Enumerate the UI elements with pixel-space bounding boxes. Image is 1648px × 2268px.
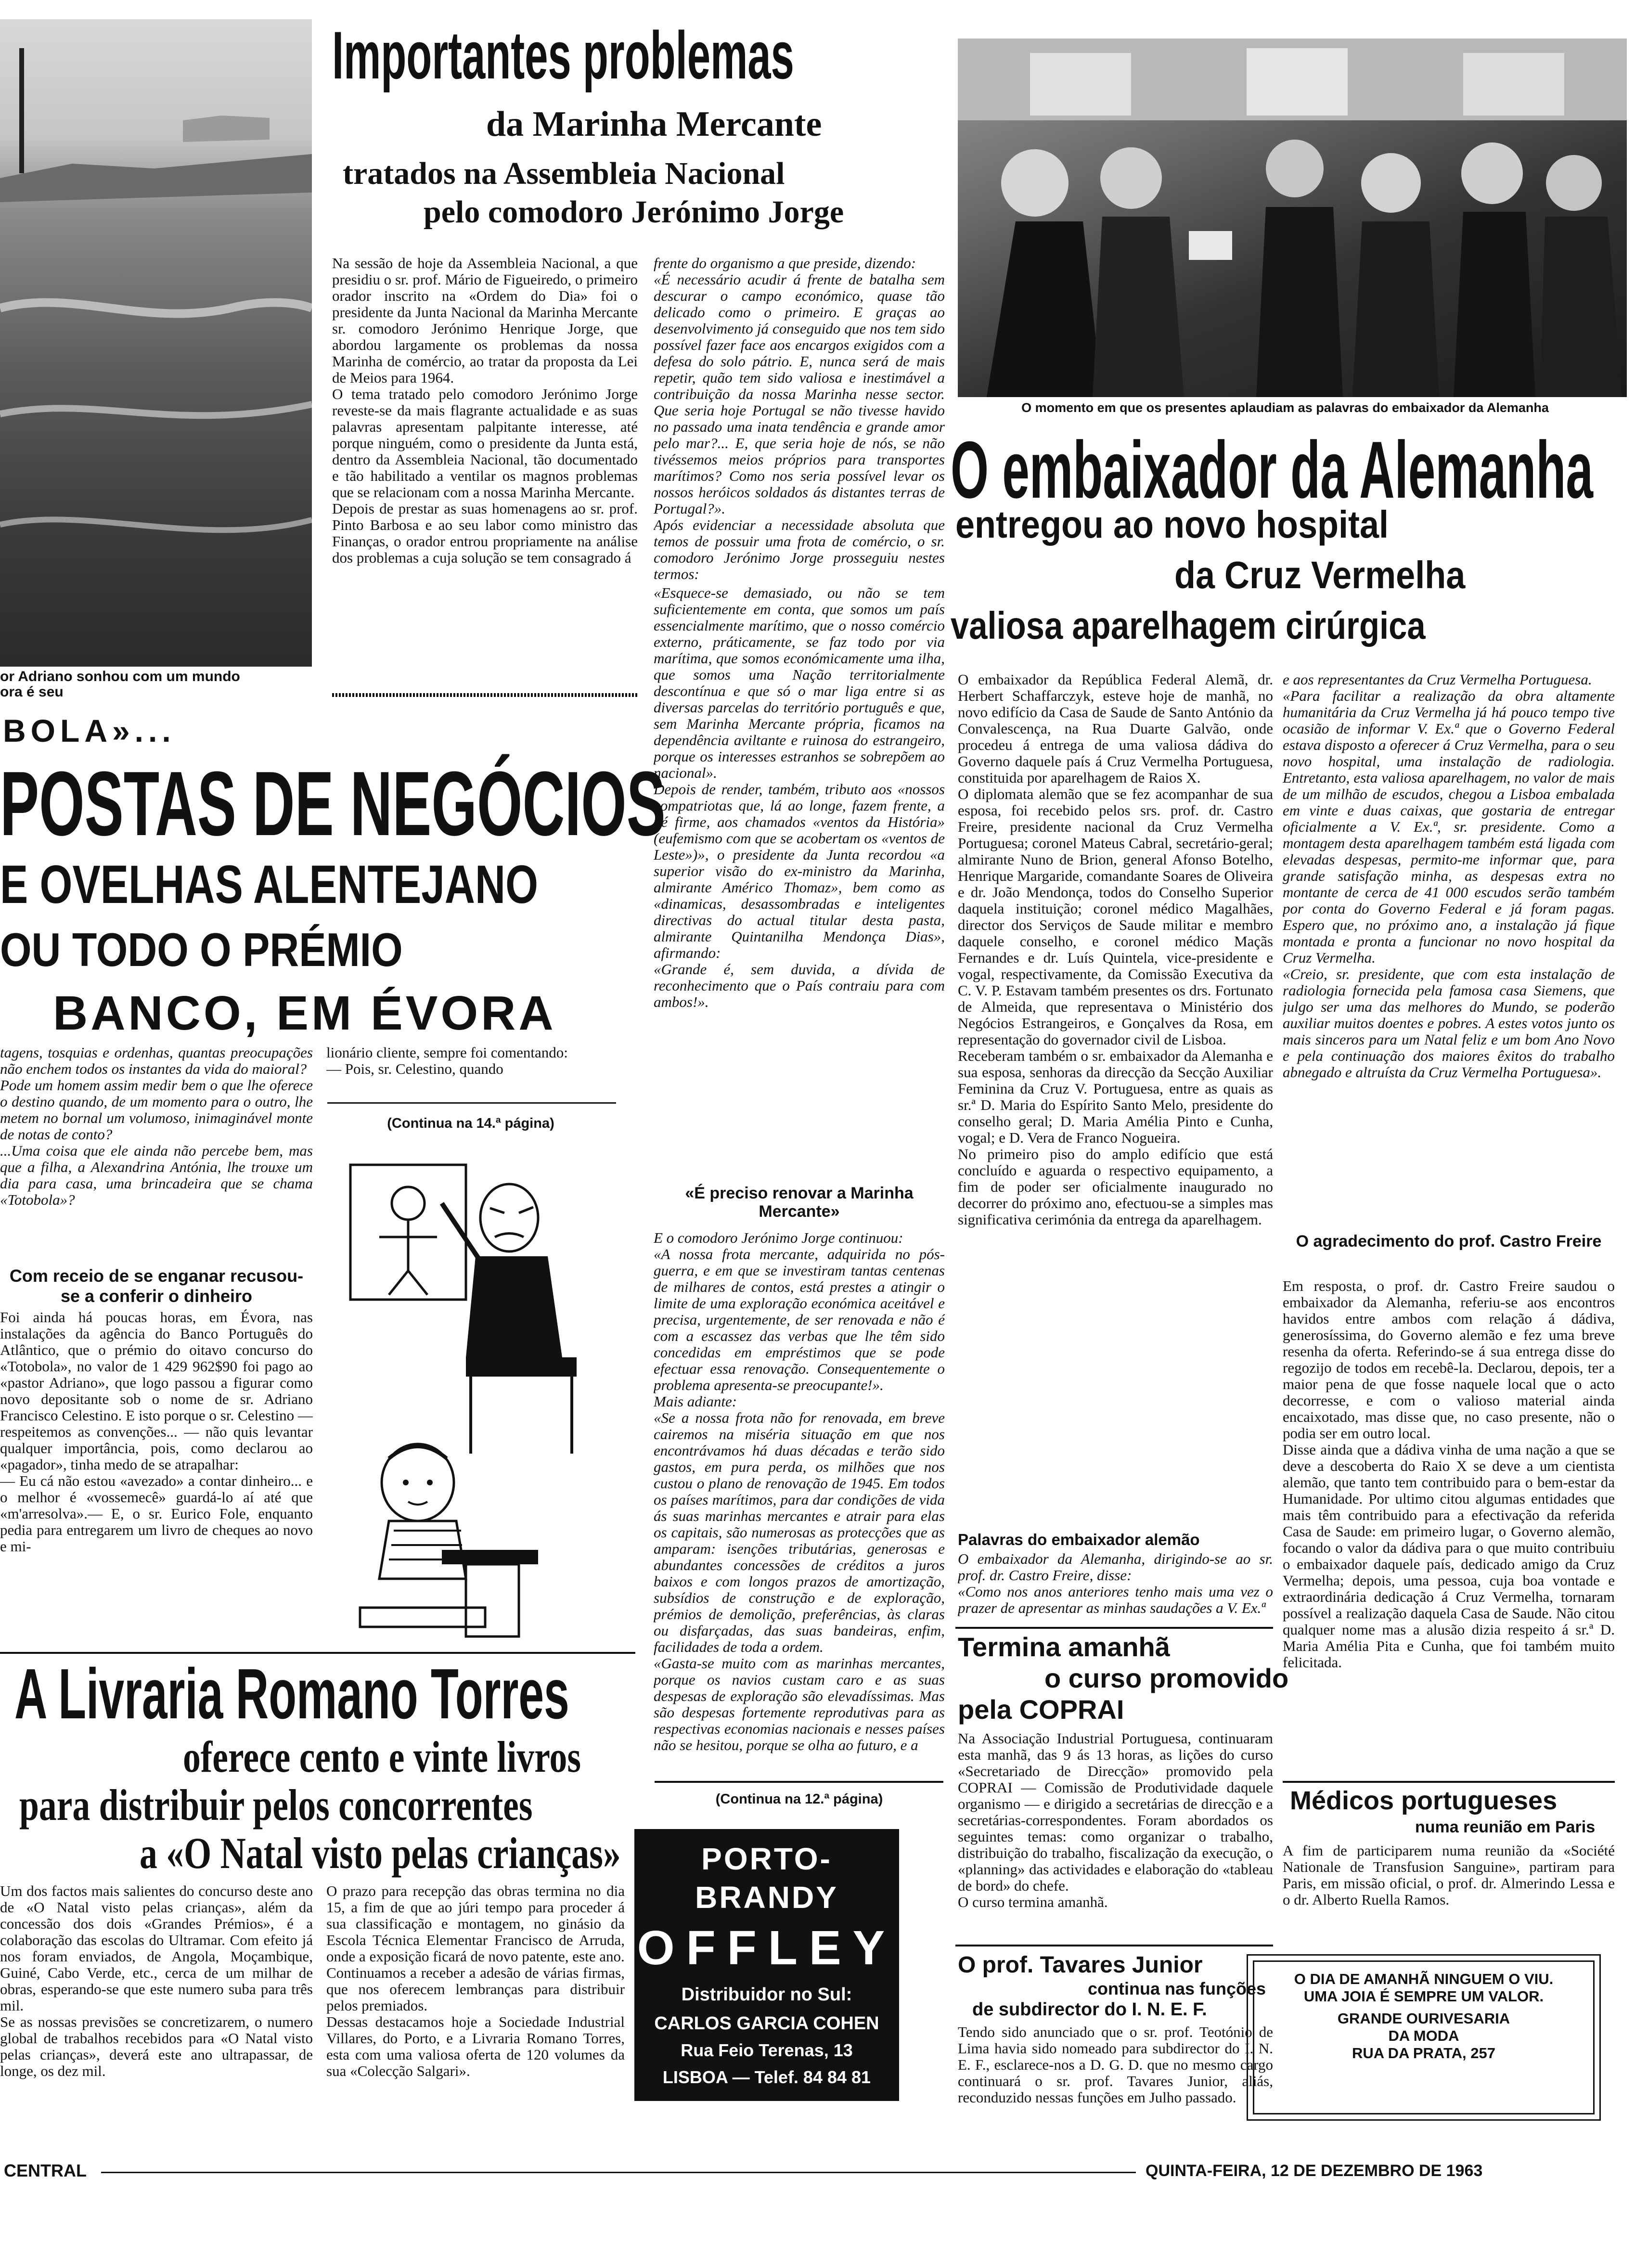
ourivesaria-line2: UMA JOIA É SEMPRE UM VALOR. [1303, 1988, 1544, 2005]
offley-line1: PORTO-BRANDY [695, 1842, 838, 1915]
embaixador-col-1b: O embaixador da Alemanha, dirigindo-se ao sr. prof. dr. Castro Freire, disse: «Como nos anos anteriores tenho mais uma vez o prazer de apresentar as minhas saudações a V. Ex.ª [958, 1551, 1273, 1616]
marinha-end-rule [655, 1781, 943, 1783]
bola-kicker: BOLA»... [3, 713, 176, 748]
marinha-title-4: pelo comodoro Jerónimo Jorge [424, 194, 844, 230]
livraria-title-4: a «O Natal visto pelas crianças» [140, 1829, 621, 1878]
embaixador-title-4: valiosa aparelhagem cirúrgica [951, 604, 1426, 647]
embaixador-col-2b: Em resposta, o prof. dr. Castro Freire saudou o embaixador da Alemanha, referiu-se aos encontros havidos entre ambos com relação á dádiva, generosíssima, do Governo alemão e fez uma breve resenha da oferta. Referindo-se á sua entrega disse do regozijo de todos em recebê-la. Declarou, depois, ter a maior pena de que fosse naquele local que o acto decorresse, e com o valioso material ainda encaixotado, mas disse que, no caso presente, não o podia ser em outro local. Disse ainda que a dádiva vinha de uma nação a que se deve a descoberta do Raio X se deve a um cientista alemão, que tanto tem contribuido para o bem-estar da Humanidade. Por ultimo citou algumas entidades que mais têm contribuido para a efectivação da referida Casa de Saude: em primeiro lugar, o Governo alemão, focando o valor da dádiva para o que muito contribuiu o embaixador daquele país, dedicado amigo da Cruz Vermelha; depois, uma pessoa, cuja boa vontade e extraordinária dedicação á Cruz Vermelha, tornaram possível a realização daquela Casa de Saude. Não citou qualquer nome mas a alusão dizia respeito á sr.ª D. Maria Amélia Pita e Cunha, que foi também muito felicitada. [1283, 1278, 1615, 1671]
footer-rule [101, 2172, 1136, 2173]
medicos-title-1: Médicos portugueses [1290, 1786, 1558, 1815]
tavares-body: Tendo sido anunciado que o sr. prof. Teotónio de Lima havia sido nomeado para subdirector do I. N. E. F., esclarece-nos a D. G. D. que no mesmo cargo continuará o sr. prof. Tavares Junior, aliás, reconduzido nessas funções em Julho passado. [958, 2024, 1273, 2106]
marinha-continua: (Continua na 12.ª página) [715, 1791, 883, 1807]
livraria-top-rule [0, 1652, 635, 1654]
bola-title-2: E OVELHAS ALENTEJANO [0, 854, 539, 915]
tavares-title-1: O prof. Tavares Junior [958, 1952, 1203, 1978]
livraria-title-2: oferece cento e vinte livros [183, 1732, 581, 1781]
marinha-title-2: da Marinha Mercante [486, 104, 822, 144]
ourivesaria-line4: DA MODA [1388, 2027, 1459, 2044]
livraria-title-3: para distribuir pelos concorrentes [19, 1780, 533, 1830]
bola-continua-rule [327, 1102, 616, 1104]
marinha-col-2b: «Esquece-se demasiado, ou não se tem suficientemente em conta, que somos um país essencialmente marítimo, que o nosso comércio externo, práticamente, se faz todo por via marítima, que somos económicamente uma ilha, que somos uma Nação territorialmente descontínua e que só o mar liga entre si as diversas parcelas do território português e que, sem Marinha Mercante própria, ficamos na dependência aviltante e ruinosa do estrangeiro, porque os interesses estranhos se sobrepõem ao nacional». Depois de render, também, tributo aos «nossos compatriotas que, lá ao longe, fazem frente, a pé firme, aos chamados «ventos da História» (eufemismo com que se acobertam os «ventos de Leste»)», o presidente da Junta recordou «a superior visão do ex-ministro da Marinha, almirante Américo Thomaz», bem como as «dinamicas, desassombradas e inteligentes directivas do actual titular desta pasta, almirante Quintanilha Mendonça Dias», afirmando: «Grande é, sem duvida, a dívida de reconhecimento que o País contraiu para com ambos!». [654, 585, 945, 1010]
embassy-photo-figures [958, 39, 1627, 397]
marinha-title-3: tratados na Assembleia Nacional [343, 156, 785, 191]
livraria-title-1: A Livraria Romano Torres [14, 1654, 569, 1734]
bola-title-1: POSTAS DE NEGÓCIOS [0, 753, 666, 855]
bola-subhead: Com receio de se enganar recusou-se a conferir o dinheiro [9, 1266, 304, 1306]
offley-line5: Rua Feio Terenas, 13 [681, 2040, 853, 2060]
bola-continua: (Continua na 14.ª página) [387, 1116, 554, 1131]
offley-ad [634, 1829, 899, 2101]
embassy-photo [958, 39, 1627, 397]
livraria-col-2: O prazo para recepção das obras termina no dia 15, a fim de que ao júri tempo para proceder á sua classificação e montagem, no ginásio da Escola Técnica Elementar Francisco de Arruda, onde a exposição ficará de novo patente, este ano. Continuamos a receber a adesão de várias firmas, que nos oferecem lembranças para distribuir pelos premiados. Dessas destacamos hoje a Sociedade Industrial Villares, do Porto, e a Livraria Romano Torres, esta com uma valiosa oferta de 120 volumes da sua «Colecção Salgari». [326, 1883, 625, 2079]
cartoon-drawing [322, 1146, 630, 1649]
embaixador-title-3: da Cruz Vermelha [1174, 554, 1466, 596]
tavares-title-3: de subdirector do I. N. E. F. [972, 1999, 1207, 2020]
marinha-col1-rule [332, 693, 638, 697]
embaixador-subhead-1: Palavras do embaixador alemão [958, 1531, 1200, 1548]
coprai-body: Na Associação Industrial Portuguesa, continuaram esta manhã, das 9 ás 13 horas, as lições do curso «Secretariado de Direcção» promovido pela COPRAI — Comissão de Produtividade daquele organismo — e dirigido a secretárias de direcção e a secretárias-correspondentes. Foram abordados os seguintes temas: como organizar o trabalho, distribuição do trabalho, fiscalização da execução, o «planning» das actividades e elaboração do «tableau de bord» do chefe. O curso termina amanhã. [958, 1730, 1273, 1910]
offley-line2: OFFLEY [637, 1921, 897, 1975]
landscape-illustration [0, 19, 312, 667]
bola-col-2: lionário cliente, sempre foi comentando: — Pois, sr. Celestino, quando [326, 1044, 568, 1077]
embassy-photo-caption: O momento em que os presentes aplaudiam as palavras do embaixador da Alemanha [1021, 400, 1549, 415]
bola-col-1b: Foi ainda há poucas horas, em Évora, nas instalações da agência do Banco Português do Atlântico, que o prémio do oitavo concurso do «Totobola», no valor de 1 429 962$90 foi pago ao «pastor Adriano», que logo passou a figurar como novo depositante sob o nome de sr. Adriano Francisco Celestino. E isto porque o sr. Celestino — respeitemos as convenções... — não quis levantar qualquer importância, pois, como declarou ao «pagador», tinha medo de se atrapalhar: — Eu cá não estou «avezado» a contar dinheiro... e o melhor é «vossemecê» guardá-lo aí até que «m'arresolva».— E, o sr. Eurico Fole, enquanto pedia para entregarem um livro de cheques ao novo e mi- [0, 1309, 313, 1555]
bola-col-1a: tagens, tosquias e ordenhas, quantas preocupações não enchem todos os instantes da vida do maioral? Pode um homem assim medir bem o que lhe oferece o destino quando, de um momento para o outro, lhe metem no bornal um volumoso, inimaginável monte de notas de conto? ...Uma coisa que ele ainda não percebe bem, mas que a filha, a Alexandrina Antónia, lhe trouxe um dia para casa, uma brincadeira que se chama «Totobola»? [0, 1044, 313, 1208]
embaixador-subhead-2: O agradecimento do prof. Castro Freire [1296, 1232, 1602, 1250]
photo-caption [0, 669, 313, 700]
coprai-title-1: Termina amanhã [958, 1632, 1170, 1662]
footer-date: QUINTA-FEIRA, 12 DE DEZEMBRO DE 1963 [1146, 2162, 1483, 2180]
embaixador-title-1: O embaixador da Alemanha [951, 425, 1593, 515]
embaixador-title-2: entregou ao novo hospital [955, 503, 1389, 546]
marinha-col-1: Na sessão de hoje da Assembleia Nacional, a que presidiu o sr. prof. Mário de Figueiredo, o primeiro orador inscrito na «Ordem do Dia» foi o presidente da Junta Nacional da Marinha Mercante sr. comodoro Jerónimo Henrique Jorge, que abordou largamente os problemas da nossa Marinha de comércio, ao tratar da proposta da Lei de Meios para 1964. O tema tratado pelo comodoro Jerónimo Jorge reveste-se da mais flagrante actualidade e as suas palavras apresentam palpitante interesse, até porque ninguém, como o presidente da Junta está, dentro da Assembleia Nacional, tão documentado e tão habilitado a ventilar os magnos problemas que se relacionam com a nossa Marinha Mercante. Depois de prestar as suas homenagens ao sr. prof. Pinto Barbosa e ao seu labor como ministro das Finanças, o orador entrou propriamente na análise dos problemas a cuja solução se tem consagrado á [332, 255, 638, 566]
embaixador-col-1: O embaixador da República Federal Alemã, dr. Herbert Schaffarczyk, esteve hoje de manhã, no novo edifício da Casa de Saude de Santo António da Convalescença, na Rua Duarte Galvão, onde procedeu á entrega de uma valiosa dádiva do Governo daquele país á Cruz Vermelha Portuguesa, constituida por aparelhagem de Raios X. O diplomata alemão que se fez acompanhar de sua esposa, foi recebido pelos srs. prof. dr. Castro Freire, presidente nacional da Cruz Vermelha Portuguesa; coronel Mateus Cabral, secretário-geral; almirante Nuno de Brion, general Afonso Botelho, Henrique Margaride, comandante Soares de Oliveira e dr. João Mendonça, todos do Conselho Superior daquela instituição; coronel médico Magalhães, director dos Serviços de Saude militar e membro daquele conselho, e coronel médico Maçãs Fernandes e dr. Luís Quintela, vice-presidente e vogal, respectivamente, da Comissão Executiva da C. V. P. Estavam também presentes os drs. Fortunato de Almeida, que representava o Ministério dos Negócios Estrangeiros, e Gonçalves da Rosa, em representação do governador civil de Lisboa. Receberam também o sr. embaixador da Alemanha e sua esposa, senhoras da direcção da Secção Auxiliar Feminina da Cruz V. Portuguesa, entre as quais as sr.ª D. Maria do Espírito Santo Melo, presidente do conselho geral; D. Maria Amélia Pinto e Cunha, vogal; e D. Vera de Franco Nogueira. No primeiro piso do amplo edifício que está concluído e aguarda o respectivo equipamento, a fim de poder ser oficialmente inaugurado no decorrer do próximo ano, efectuou-se a simples mas significativa cerimónia da entrega da aparelhagem. [958, 671, 1273, 1228]
medicos-top-rule [1283, 1781, 1615, 1783]
ourivesaria-ad-inner [1253, 1960, 1595, 2114]
livraria-col-1: Um dos factos mais salientes do concurso deste ano de «O Natal visto pelas crianças», além da concessão dos dois «Grandes Prémios», é a colaboração das escolas do Ultramar. Com efeito já nos foram enviados, de Angola, Moçambique, Guiné, Cabo Verde, etc., cerca de um milhar de obras, esperando-se que este numero suba para três mil. Se as nossas previsões se concretizarem, o numero global de trabalhos recebidos para «O Natal visto pelas crianças», deverá este ano ultrapassar, de longe, os dez mil. [0, 1883, 313, 2079]
tavares-title-2: continua nas funções [1088, 1979, 1266, 1998]
marinha-col-2a: frente do organismo a que preside, dizendo: «É necessário acudir á frente de batalha sem descurar o campo económico, quase tão delicado como o primeiro. E graças ao desenvolvimento já conseguido que nos tem sido possível fazer face aos encargos exigidos com a defesa do solo pátrio. E, nunca será de mais repetir, quão tem sido valiosa e inestimável a contribuição da nossa Marinha nesse sector. Que seria hoje Portugal se não tivesse havido no passado uma inata tendência e grande amor pelo mar?... E, que seria hoje de nós, se não tivéssemos meios próprios para transportes marítimos? Como nos seria possível levar os nossos heróicos soldados ás distantes terras de Portugal?». Após evidenciar a necessidade absoluta que temos de possuir uma frota de comércio, o sr. comodoro Jerónimo Jorge prosseguiu nestes termos: [654, 255, 945, 582]
bola-title-3: OU TODO O PRÉMIO [0, 923, 403, 976]
tavares-top-rule [955, 1945, 1273, 1946]
coprai-title-3: pela COPRAI [958, 1694, 1124, 1725]
photo-caption-line2: ora é seu [0, 684, 64, 700]
ourivesaria-line5: RUA DA PRATA, 257 [1352, 2045, 1495, 2062]
photo-caption-line1: or Adriano sonhou com um mundo [0, 669, 240, 684]
ourivesaria-ad [1247, 1954, 1601, 2121]
offley-line4: CARLOS GARCIA COHEN [654, 2013, 879, 2034]
footer-section: CENTRAL [4, 2161, 87, 2180]
offley-line6: LISBOA — Telef. 84 84 81 [662, 2067, 871, 2087]
embaixador-col-2: e aos representantes da Cruz Vermelha Portuguesa. «Para facilitar a realização da obra altamente humanitária da Cruz Vermelha já há pouco tempo tive ocasião de informar V. Ex.ª que o Governo Federal estava disposto a oferecer á Cruz Vermelha, para o seu novo hospital, uma instalação de radiologia. Entretanto, esta valiosa aparelhagem, no valor de mais de um milhão de escudos, chegou a Lisboa embalada em vinte e duas caixas, que gostaria de entregar oficialmente a V. Ex.ª, sr. presidente. Como a montagem desta aparelhagem também está ligada com elevadas despesas, permito-me informar que, para grande satisfação minha, as despesas extra no montante de cerca de 41 000 escudos serão também por conta do Governo Federal e já foram pagas. Espero que, no próximo ano, a instalação já fique montada e pronta a funcionar no novo hospital da Cruz Vermelha. «Creio, sr. presidente, que com esta instalação de radiologia fornecida pela famosa casa Siemens, que julgo ser uma das melhores do Mundo, se poderão auxiliar muitos doentes e pobres. A estes votos junto os mais sinceros para um Natal feliz e um bom Ano Novo e pela continuação dos maiores êxitos do trabalho abnegado e altruísta da Cruz Vermelha Portuguesa». [1283, 671, 1615, 1081]
landscape-photo [0, 19, 312, 667]
cartoon-illustration [322, 1146, 630, 1649]
ourivesaria-line1: O DIA DE AMANHÃ NINGUEM O VIU. [1294, 1971, 1554, 1987]
marinha-col-2c: E o comodoro Jerónimo Jorge continuou: «A nossa frota mercante, adquirida no pós-guerra, e em que se investiram tantas centenas de milhares de contos, está prestes a atingir o limite de uma exploração económica aceitável e precisa, urgentemente, de ser renovada e não é com a escassez das verbas que lhe têm sido concedidas em empréstimos que se pode efectuar essa renovação. Consequentemente o problema apresenta-se preocupante!». Mais adiante: «Se a nossa frota não for renovada, em breve cairemos na miséria situação em que nos encontrávamos há duas décadas e terão sido gastos, em pura perda, os milhões que nos custou o plano de renovação de 1945. Em todos os países marítimos, para dar condições de vida ás suas marinhas mercantes e atrair para elas os capitais, são numerosas as protecções que as amparam: isenções tributárias, generosas e abundantes concessões de créditos a juros baixos e com longos prazos de amortização, subsídios de construção e de exploração, prémios de demolição, preferências, às claras ou disfarçadas, das suas bandeiras, enfim, facilidades de toda a ordem. «Gasta-se muito com as marinhas mercantes, porque os navios custam caro e as suas despesas de exploração são elevadíssimas. Mas são despesas fortemente reprodutivas para as respectivas economias nacionais e nesses países não se hesitou, porque se olha ao futuro, e a [654, 1230, 945, 1753]
ourivesaria-line3: GRANDE OURIVESARIA [1337, 2010, 1510, 2027]
offley-line3: Distribuidor no Sul: [681, 1984, 852, 2005]
medicos-body: A fim de participarem numa reunião da «Société Nationale de Transfusion Sanguine», partiram para Paris, em missão oficial, o prof. dr. Almerindo Lessa e o dr. Alberto Ruella Ramos. [1283, 1843, 1615, 1908]
coprai-title-2: o curso promovido [1044, 1663, 1289, 1693]
medicos-title-2: numa reunião em Paris [1415, 1818, 1596, 1836]
marinha-subhead: «É preciso renovar a Marinha Mercante» [685, 1184, 914, 1221]
marinha-title-1: Importantes problemas [332, 17, 794, 93]
bola-title-4: BANCO, EM ÉVORA [53, 986, 556, 1040]
coprai-top-rule [955, 1627, 1273, 1629]
